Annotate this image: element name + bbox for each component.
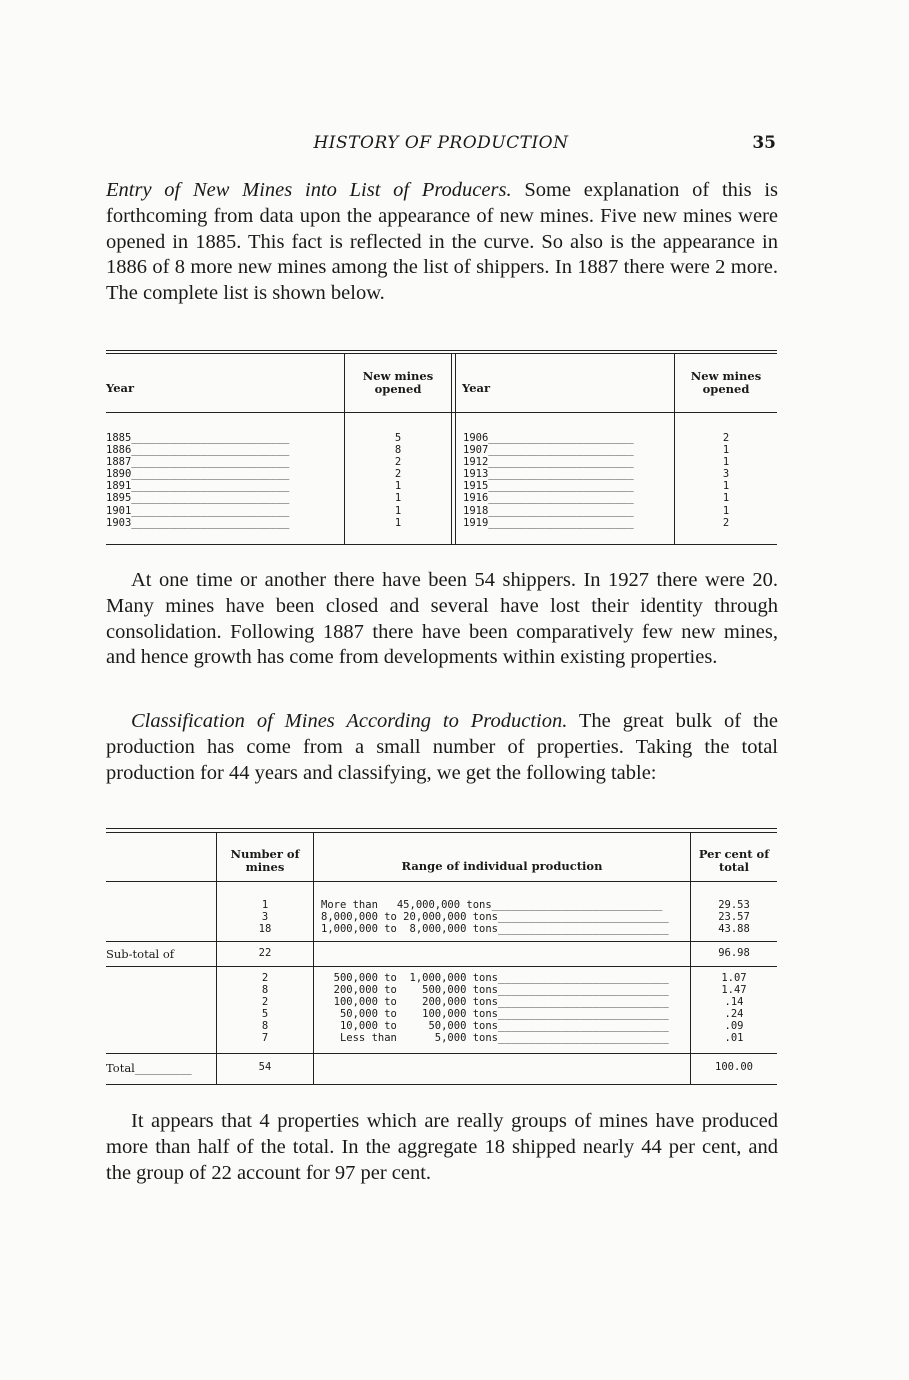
- table-cell-range: 8,000,000 to 20,000,000 tons___________________________: [321, 911, 669, 924]
- new-mines-table: [106, 350, 777, 550]
- table-cell-range: 1,000,000 to 8,000,000 tons___________________________: [321, 923, 669, 936]
- subtotal-number: 22: [258, 947, 272, 959]
- table-row-year: 1887_________________________: [106, 456, 290, 469]
- col-header-number: Number of mines: [230, 847, 300, 874]
- table-cell-count: 1: [722, 456, 730, 469]
- table-row-year: 1913_______________________: [463, 468, 634, 481]
- total-number: 54: [258, 1061, 272, 1073]
- table-cell-count: 1: [722, 480, 730, 493]
- table-row-year: 1916_______________________: [463, 492, 634, 505]
- col-header-range: Range of individual production: [401, 859, 603, 873]
- table-cell-number: 5: [261, 1008, 269, 1021]
- table-cell-percent: .01: [724, 1032, 744, 1045]
- paragraph-text: Some explanation of this is forthcoming from data upon the appearance of new mines. Five new mines were opened in 1885. This fact is reflected in the curve. So also is the appearance in 1886 of 8 more new mines among the list of shippers. In 1887 there were 2 more. The complete list is shown below.: [106, 179, 778, 305]
- subtotal-percent: 96.98: [718, 947, 750, 959]
- paragraph-classification: [106, 709, 778, 786]
- group1-percent-column: [691, 899, 777, 935]
- table-cell-number: 1: [261, 899, 269, 911]
- left-count-column: [345, 432, 451, 529]
- table-cell-count: 1: [394, 480, 402, 493]
- col-header-new-mines-left: New mines opened: [362, 369, 434, 396]
- paragraph-text: The great bulk of the production has come from a small number of properties. Taking the total production for 44 years and classifying, we get the following table:: [106, 710, 778, 784]
- paragraph-lead: Classification of Mines According to Production.: [131, 710, 568, 732]
- table-cell-count: 1: [394, 516, 402, 529]
- table-row-year: 1907_______________________: [463, 444, 634, 457]
- table-cell-percent: 23.57: [718, 911, 750, 924]
- table-cell-count: 2: [722, 516, 730, 529]
- table-row-year: 1885_________________________: [106, 432, 290, 444]
- col-header-percent: Per cent of total: [698, 847, 770, 874]
- group2-number-column: [217, 972, 313, 1045]
- table-cell-count: 5: [394, 432, 402, 444]
- classification-table: [106, 828, 777, 1093]
- table-row-year: 1915_______________________: [463, 480, 634, 493]
- table-cell-number: 7: [261, 1032, 269, 1045]
- table-cell-count: 2: [394, 468, 402, 481]
- table-cell-count: 1: [722, 492, 730, 505]
- table-row-year: 1919_______________________: [463, 516, 634, 529]
- table-cell-percent: .14: [724, 996, 744, 1009]
- group2-percent-column: [691, 972, 777, 1045]
- col-header-year-left: Year: [106, 381, 135, 395]
- table-cell-percent: 29.53: [718, 899, 750, 911]
- table-cell-count: 3: [722, 468, 730, 481]
- table-cell-range: 200,000 to 500,000 tons___________________________: [321, 984, 669, 997]
- running-title: HISTORY OF PRODUCTION: [313, 133, 569, 153]
- paragraph-lead: Entry of New Mines into List of Producers.: [106, 179, 512, 201]
- table-cell-count: 8: [394, 444, 402, 457]
- paragraph-conclusion: It appears that 4 properties which are really groups of mines have produced more than half of the total. In the aggregate 18 shipped nearly 44 per cent, and the group of 22 account for 97 per cent.: [106, 1110, 778, 1184]
- table-cell-percent: 1.07: [721, 972, 747, 984]
- table-cell-percent: 43.88: [718, 923, 750, 936]
- group1-number-column: [217, 899, 313, 935]
- col-header-year-right: Year: [462, 381, 491, 395]
- table-row-year: 1895_________________________: [106, 492, 290, 505]
- right-count-column: [675, 432, 777, 529]
- page-number: 35: [752, 133, 776, 153]
- table-row-year: 1918_______________________: [463, 504, 634, 517]
- table-cell-count: 1: [394, 492, 402, 505]
- right-year-column: [463, 432, 671, 529]
- total-percent: 100.00: [715, 1061, 753, 1073]
- table-row-year: 1912_______________________: [463, 456, 634, 469]
- table-cell-number: 18: [258, 923, 272, 936]
- table-cell-range: 10,000 to 50,000 tons___________________________: [321, 1020, 669, 1033]
- group2-range-column: [321, 972, 686, 1045]
- subtotal-label: Sub-total of: [106, 947, 175, 961]
- table-cell-count: 2: [722, 432, 730, 444]
- paragraph-new-mines: [106, 178, 778, 307]
- table-cell-range: 50,000 to 100,000 tons___________________________: [321, 1008, 669, 1021]
- table-cell-number: 2: [261, 972, 269, 984]
- table-cell-count: 1: [722, 444, 730, 457]
- paragraph-shippers: At one time or another there have been 54 shippers. In 1927 there were 20. Many mines have been closed and several have lost their identity through consolidation. Following 1887 there have been comparatively few new mines, and hence growth has come from developments within existing properties.: [106, 569, 778, 669]
- table-cell-number: 8: [261, 984, 269, 997]
- group1-range-column: [321, 899, 686, 935]
- table-cell-range: 500,000 to 1,000,000 tons___________________________: [321, 972, 669, 984]
- table-cell-number: 2: [261, 996, 269, 1009]
- table-cell-percent: 1.47: [721, 984, 747, 997]
- col-header-new-mines-right: New mines opened: [690, 369, 762, 396]
- left-year-column: [106, 432, 336, 529]
- table-row-year: 1890_________________________: [106, 468, 290, 481]
- table-row-year: 1906_______________________: [463, 432, 634, 444]
- table-row-year: 1886_________________________: [106, 444, 290, 457]
- table-cell-percent: .24: [724, 1008, 744, 1021]
- table-cell-number: 8: [261, 1020, 269, 1033]
- table-row-year: 1903_________________________: [106, 516, 290, 529]
- table-row-year: 1891_________________________: [106, 480, 290, 493]
- table-cell-range: Less than 5,000 tons___________________________: [321, 1032, 669, 1045]
- table-cell-range: More than 45,000,000 tons___________________________: [321, 899, 663, 911]
- table-row-year: 1901_________________________: [106, 504, 290, 517]
- table-cell-count: 1: [394, 504, 402, 517]
- table-cell-percent: .09: [724, 1020, 744, 1033]
- running-head: [106, 133, 776, 157]
- total-label: Total_________: [106, 1061, 192, 1075]
- table-cell-count: 1: [722, 504, 730, 517]
- table-cell-range: 100,000 to 200,000 tons___________________________: [321, 996, 669, 1009]
- table-cell-count: 2: [394, 456, 402, 469]
- table-cell-number: 3: [261, 911, 269, 924]
